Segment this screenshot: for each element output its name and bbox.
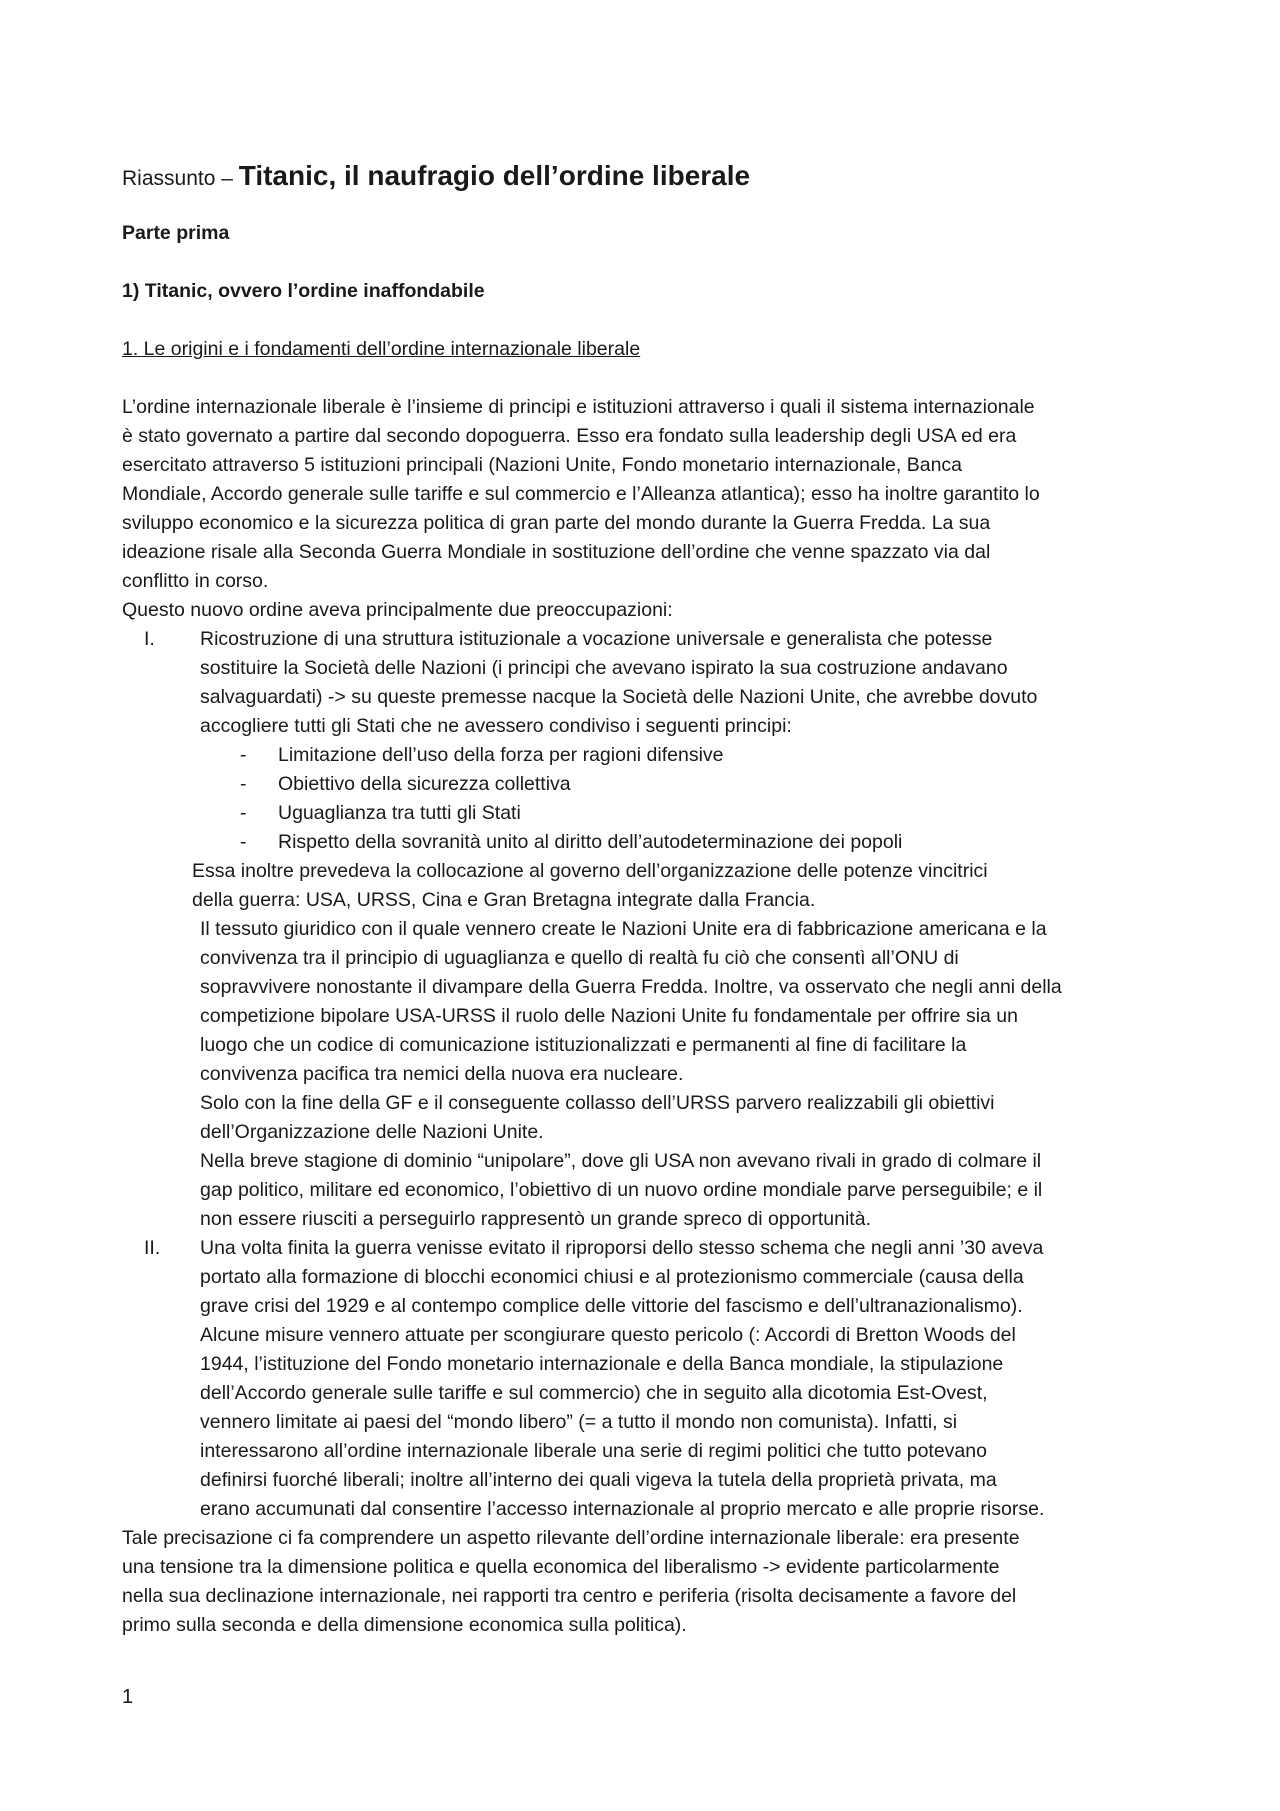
intro-line: sviluppo economico e la sicurezza politica di gran parte del mondo durante la Guerra Fredda. La sua — [122, 512, 991, 534]
item-line: Una volta finita la guerra venisse evitato il riproporsi dello stesso schema che negli anni ’30 aveva — [200, 1237, 1044, 1259]
item-line: competizione bipolare USA-URSS il ruolo delle Nazioni Unite fu fondamentale per offrire sia un — [200, 1005, 1018, 1027]
bullet-text: Rispetto della sovranità unito al diritto dell’autodeterminazione dei popoli — [278, 831, 903, 853]
item-line: dell’Organizzazione delle Nazioni Unite. — [200, 1121, 544, 1143]
item-line: Il tessuto giuridico con il quale vennero create le Nazioni Unite era di fabbricazione americana e la — [200, 918, 1047, 940]
item-line: salvaguardati) -> su queste premesse nacque la Società delle Nazioni Unite, che avrebbe dovuto — [200, 686, 1038, 708]
section-heading: 1. Le origini e i fondamenti dell’ordine internazionale liberale — [122, 338, 641, 360]
item-line: sostituire la Società delle Nazioni (i principi che avevano ispirato la sua costruzione andavano — [200, 657, 1008, 679]
item-line: portato alla formazione di blocchi economici chiusi e al protezionismo commerciale (causa della — [200, 1266, 1024, 1288]
item-line: grave crisi del 1929 e al contempo complice delle vittorie del fascismo e dell’ultranazionalismo). — [200, 1295, 1023, 1317]
part-heading: Parte prima — [122, 222, 230, 244]
list-item — [122, 1234, 1162, 1524]
list-item: - Limitazione dell’uso della forza per ragioni difensive — [240, 744, 724, 766]
item1-continuation-a — [122, 857, 1162, 915]
intro-paragraph — [122, 393, 1162, 625]
lead-line: Questo nuovo ordine aveva principalmente due preoccupazioni: — [122, 599, 673, 621]
list-number: II. — [144, 1237, 161, 1259]
intro-line: esercitato attraverso 5 istituzioni principali (Nazioni Unite, Fondo monetario internazionale, Banca — [122, 454, 963, 476]
bullet-text: Uguaglianza tra tutti gli Stati — [278, 802, 521, 824]
bullet-text: Limitazione dell’uso della forza per ragioni difensive — [278, 744, 724, 766]
closing-line: una tensione tra la dimensione politica e quella economica del liberalismo -> evidente particolarmente — [122, 1556, 1000, 1578]
document-title — [122, 158, 1162, 197]
item-line: della guerra: USA, URSS, Cina e Gran Bretagna integrate dalla Francia. — [192, 889, 816, 911]
item-line: luogo che un codice di comunicazione istituzionalizzati e permanenti al fine di facilitare la — [200, 1034, 967, 1056]
item-line: Essa inoltre prevedeva la collocazione al governo dell’organizzazione delle potenze vincitrici — [192, 860, 988, 882]
item-line: Alcune misure vennero attuate per scongiurare questo pericolo (: Accordi di Bretton Woods del — [200, 1324, 1016, 1346]
item-line: vennero limitate ai paesi del “mondo libero” (= a tutto il mondo non comunista). Infatti, si — [200, 1411, 958, 1433]
item-line: sopravvivere nonostante il divampare della Guerra Fredda. Inoltre, va osservato che negli anni della — [200, 976, 1062, 998]
principles-list — [122, 741, 1162, 857]
list-number: I. — [144, 628, 155, 650]
item1-continuation-b — [122, 915, 1162, 1234]
item-line: definirsi fuorché liberali; inoltre all’interno dei quali vigeva la tutela della proprietà privata, ma — [200, 1469, 997, 1491]
closing-paragraph — [122, 1524, 1162, 1640]
item-line: dell’Accordo generale sulle tariffe e sul commercio) che in seguito alla dicotomia Est-Ovest, — [200, 1382, 988, 1404]
item-line: accogliere tutti gli Stati che ne avessero condiviso i seguenti principi: — [200, 715, 792, 737]
intro-line: ideazione risale alla Seconda Guerra Mondiale in sostituzione dell’ordine che venne spazzato via dal — [122, 541, 991, 563]
list-item — [122, 625, 1162, 741]
title-main: Titanic, il naufragio dell’ordine liberale — [238, 160, 751, 191]
concerns-list-continued — [122, 1234, 1162, 1524]
title-prefix: Riassunto – — [122, 167, 239, 190]
closing-line: Tale precisazione ci fa comprendere un aspetto rilevante dell’ordine internazionale liberale: era presente — [122, 1527, 1020, 1549]
item-line: non essere riusciti a perseguirlo rappresentò un grande spreco di opportunità. — [200, 1208, 871, 1230]
item-line: gap politico, militare ed economico, l’obiettivo di un nuovo ordine mondiale parve perseguibile; e il — [200, 1179, 1043, 1201]
document-body — [122, 158, 1162, 1640]
bullet-text: Obiettivo della sicurezza collettiva — [278, 773, 571, 795]
item-line: 1944, l’istituzione del Fondo monetario internazionale e della Banca mondiale, la stipulazione — [200, 1353, 1004, 1375]
item-line: convivenza pacifica tra nemici della nuova era nucleare. — [200, 1063, 684, 1085]
concerns-list — [122, 625, 1162, 741]
list-item: - Obiettivo della sicurezza collettiva — [240, 773, 571, 795]
intro-line: Mondiale, Accordo generale sulle tariffe e sul commercio e l’Alleanza atlantica); esso ha inoltre garantito lo — [122, 483, 1040, 505]
page-number: 1 — [122, 1686, 134, 1708]
intro-line: L’ordine internazionale liberale è l’insieme di principi e istituzioni attraverso i quali il sistema internazionale — [122, 396, 1035, 418]
intro-line: conflitto in corso. — [122, 570, 269, 592]
closing-line: nella sua declinazione internazionale, nei rapporti tra centro e periferia (risolta decisamente a favore del — [122, 1585, 1017, 1607]
closing-line: primo sulla seconda e della dimensione economica sulla politica). — [122, 1614, 687, 1636]
item-line: Ricostruzione di una struttura istituzionale a vocazione universale e generalista che potesse — [200, 628, 993, 650]
item-line: erano accumunati dal consentire l’accesso internazionale al proprio mercato e alle proprie risorse. — [200, 1498, 1045, 1520]
list-item: - Uguaglianza tra tutti gli Stati — [240, 802, 521, 824]
item-line: Nella breve stagione di dominio “unipolare”, dove gli USA non avevano rivali in grado di colmare il — [200, 1150, 1042, 1172]
intro-line: è stato governato a partire dal secondo dopoguerra. Esso era fondato sulla leadership degli USA ed era — [122, 425, 1017, 447]
item-line: convivenza tra il principio di uguaglianza e quello di realtà fu ciò che consentì all’ONU di — [200, 947, 959, 969]
list-item: - Rispetto della sovranità unito al diritto dell’autodeterminazione dei popoli — [240, 831, 903, 853]
item-line: interessarono all’ordine internazionale liberale una serie di regimi politici che tutto potevano — [200, 1440, 987, 1462]
chapter-heading: 1) Titanic, ovvero l’ordine inaffondabile — [122, 280, 485, 302]
item-line: Solo con la fine della GF e il conseguente collasso dell’URSS parvero realizzabili gli obiettivi — [200, 1092, 995, 1114]
